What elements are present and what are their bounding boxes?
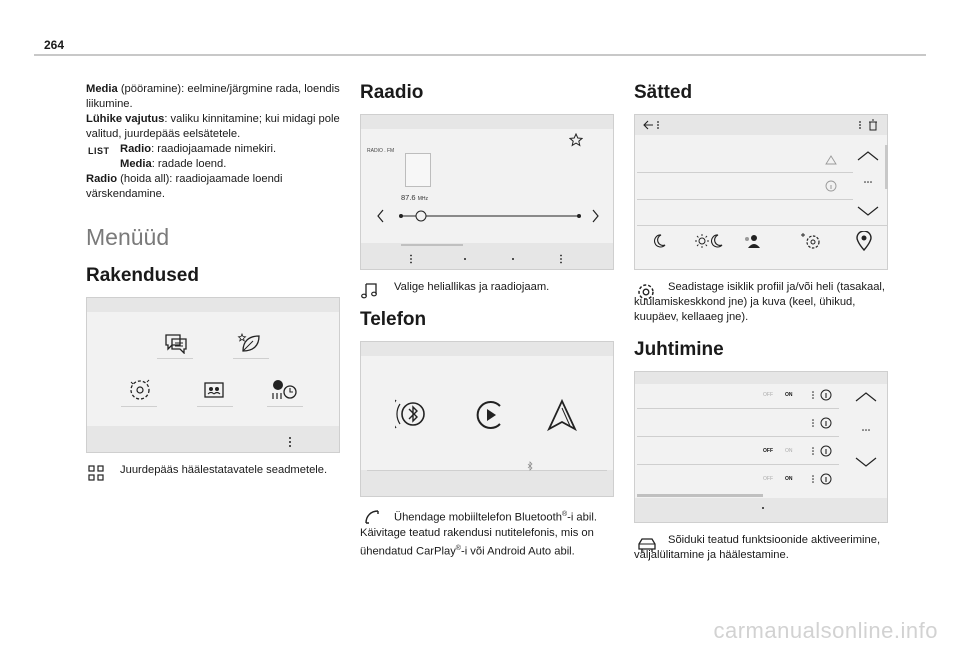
top-rule [34,54,926,56]
info-icon[interactable] [811,473,835,485]
toggle-off-label[interactable]: OFF [763,392,773,398]
short-press-term: Lühike vajutus [86,113,165,125]
radio-frequency-unit: MHz [417,196,428,202]
apps-note-text: Juurdepääs häälestatavatele seadmetele. [120,464,328,476]
list-paragraph [120,142,340,172]
media-term: Media [86,83,118,95]
warning-icon [825,155,837,165]
phone-separator [367,470,607,471]
radio-hold-desc: (hoida all): raadiojaamade loendi värskendamine. [86,173,283,200]
music-note-icon [360,280,380,300]
phone-heading: Telefon [360,309,427,330]
registered-mark: ® [455,544,461,552]
settings-screen [634,114,888,270]
bluetooth-icon[interactable] [395,394,431,434]
radio-screen [360,114,614,270]
list-icon: LIST [88,146,110,156]
radio-note [360,280,614,295]
more-vertical-icon[interactable] [409,254,413,264]
settings-note-text: Seadistage isiklik profiil ja/või heli (tasakaal, kuulamiskeskkond jne) ja kuva (keel, ühikud, kuupäev, kellaaeg jne). [634,281,886,323]
driving-note [634,533,888,563]
leaf-star-icon [237,332,263,354]
settings-row-divider [637,199,853,200]
profile-icon[interactable] [743,233,761,249]
phone-screen [360,341,614,497]
registered-mark: ® [561,511,568,518]
info-icon[interactable] [811,445,835,457]
radio-note-text: Valige heliallikas ja raadiojaam. [394,281,550,293]
dot-icon [463,257,467,261]
list-row [86,142,340,172]
radio-frequency-value: 87.6 [401,193,416,202]
carplay-icon[interactable] [473,398,507,432]
apps-separator [121,406,157,407]
phone-note-part2: -i abil. Käivitage teatud rakendusi nutitelefonis, mis on ühendatud CarPlay [360,511,597,558]
info-icon [825,180,837,192]
menus-heading: Menüüd [86,224,170,250]
apps-screen-bottombar [87,426,339,452]
gear-dashed-icon [127,378,153,402]
apps-grid-icon [86,463,106,483]
apps-heading: Rakendused [86,265,199,286]
info-icon[interactable] [811,389,835,401]
phone-note-part1: Ühendage mobiiltelefon Bluetooth [394,511,562,524]
radio-hold-paragraph [86,172,340,202]
driving-row-divider [637,408,839,409]
apps-separator [233,358,269,359]
favourite-star-icon[interactable] [569,133,583,147]
phone-note-text [360,507,614,559]
apps-screen [86,297,340,453]
phone-screen-bottombar [361,470,613,496]
day-night-icon[interactable] [695,233,725,249]
bluetooth-small-icon [527,461,533,471]
contact-card-icon [201,378,227,402]
short-press-desc: : valiku kinnitamine; kui midagi pole valitud, juurdepääs eelsätetele. [86,113,340,140]
dot-icon [511,257,515,261]
apps-separator [267,406,303,407]
driving-screen [634,371,888,523]
android-auto-icon[interactable] [545,398,579,432]
toggle-off-label[interactable]: OFF [763,448,773,454]
phone-note [360,507,614,559]
driving-row-divider [637,464,839,465]
settings-note [634,280,888,325]
apps-separator [157,358,193,359]
more-vertical-icon [287,436,293,448]
trash-icon[interactable] [857,119,881,131]
radio-screen-topbar [361,115,613,129]
driving-note-text: Sõiduki teatud funktsioonide aktiveerimine, väljalülitamine ja häälestamine. [634,534,881,561]
toggle-on-label[interactable]: ON [785,476,793,482]
column-1 [86,82,340,478]
more-vertical-icon[interactable] [559,254,563,264]
radio-frequency [401,193,428,202]
toggle-on-label[interactable]: ON [785,448,793,454]
dot-icon [761,506,765,510]
driving-screen-topbar [635,372,887,384]
toggle-on-label[interactable]: ON [785,392,793,398]
watermark: carmanualsonline.info [713,618,938,643]
phone-handset-icon [362,507,382,527]
driving-progress-indicator [637,494,763,497]
settings-heading: Sätted [634,82,693,103]
tuning-slider[interactable] [375,203,601,229]
column-3 [634,82,888,563]
heater-timer-icon [269,378,299,402]
radio-desc: : raadiojaamade nimekiri. [151,143,277,155]
station-logo-placeholder [405,153,431,187]
media-paragraph [86,82,340,142]
page-number: 264 [44,38,65,52]
apps-note [86,463,340,478]
settings-gear-icon[interactable] [801,231,823,251]
back-arrow-icon[interactable] [641,119,661,131]
radio-heading: Raadio [360,82,424,103]
settings-gear-icon [636,282,656,302]
phone-note-part3: -i või Android Auto abil. [460,545,575,558]
info-icon[interactable] [811,417,835,429]
settings-row-divider [637,172,853,173]
radio-term: Radio [120,143,152,155]
apps-screen-topbar [87,298,339,312]
radio-screen-bottombar [361,243,613,269]
radio-source-indicator [401,244,463,246]
speech-bubble-icon [163,332,189,354]
media-desc: (pööramine): eelmine/järgmine rada, loendis liikumine. [86,83,340,110]
media2-term: Media [120,158,152,170]
radio-hold-term: Radio [86,173,118,185]
car-icon [636,535,658,553]
night-mode-icon[interactable] [651,233,667,249]
driving-screen-bottombar [635,498,887,522]
settings-screen-topbar [635,115,887,135]
scroll-controls[interactable] [853,392,879,470]
settings-scrollbar[interactable] [885,145,888,189]
scroll-controls[interactable] [855,151,881,219]
toggle-off-label[interactable]: OFF [763,476,773,482]
phone-screen-topbar [361,342,613,356]
apps-separator [197,406,233,407]
driving-row-divider [637,436,839,437]
location-pin-icon[interactable] [853,231,875,251]
column-2 [360,82,614,559]
media2-desc: : radade loend. [151,158,227,170]
radio-band-label: RADIO . FM [367,148,395,154]
settings-divider [637,225,887,226]
driving-heading: Juhtimine [634,339,724,360]
